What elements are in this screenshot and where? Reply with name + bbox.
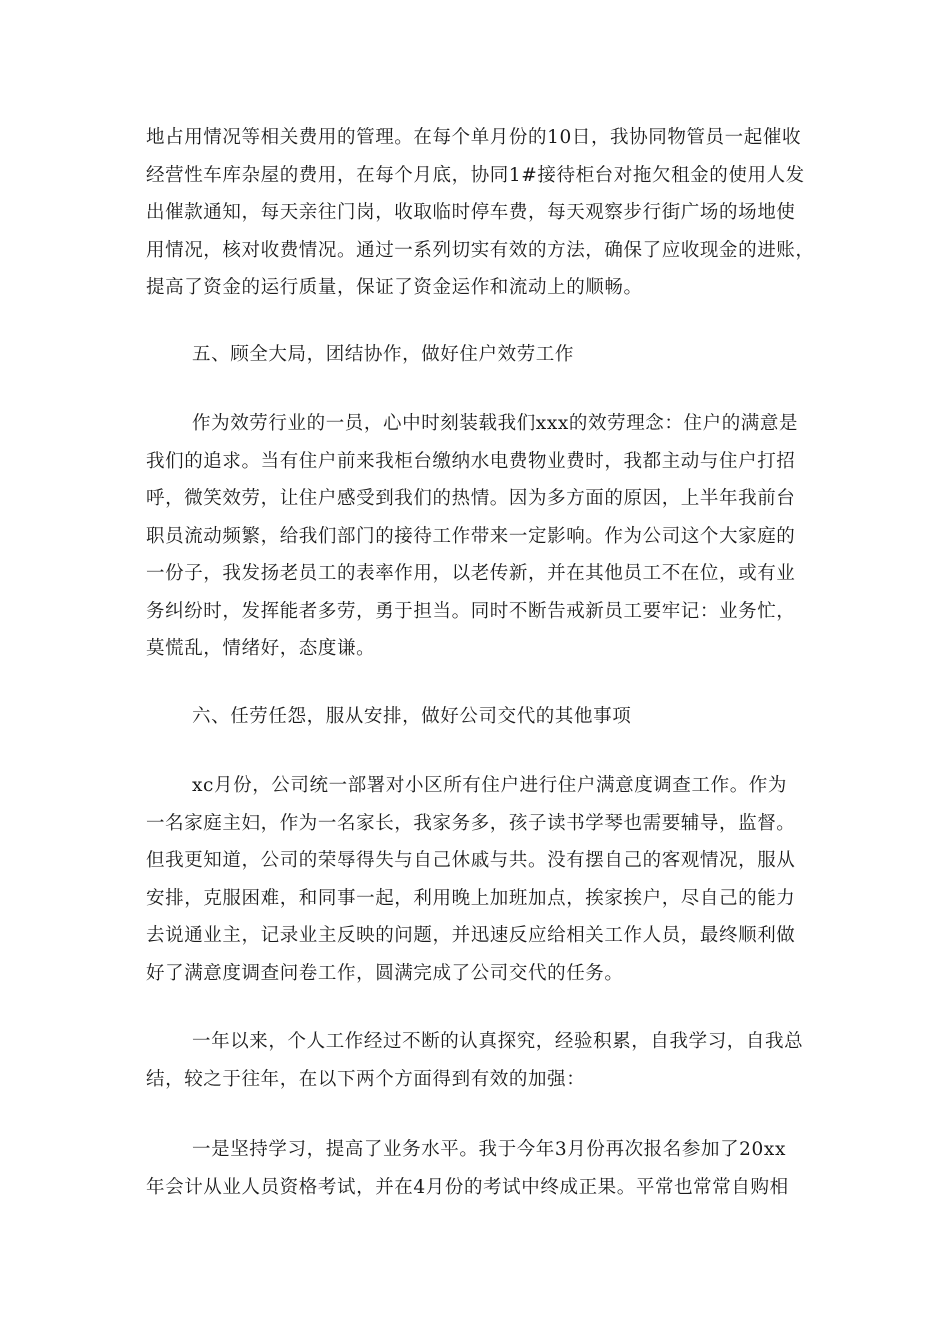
text-line: 一名家庭主妇，作为一名家长，我家务多，孩子读书学琴也需要辅导，监督。 bbox=[146, 812, 796, 834]
text-line: 作为效劳行业的一员，心中时刻装载我们xxx的效劳理念：住户的满意是 bbox=[192, 413, 799, 434]
text-line: 结，较之于往年，在以下两个方面得到有效的加强： bbox=[146, 1068, 586, 1090]
section-heading-5 bbox=[146, 336, 808, 374]
paragraph-survey-work bbox=[146, 767, 808, 992]
paragraph-service-philosophy bbox=[146, 405, 808, 668]
paragraph-study-improvement bbox=[146, 1131, 808, 1206]
text-line: 我们的追求。当有住户前来我柜台缴纳水电费物业费时，我都主动与住户打招 bbox=[146, 450, 796, 472]
text-line: 但我更知道，公司的荣辱得失与自己休戚与共。没有摆自己的客观情况，服从 bbox=[146, 850, 796, 871]
text-line: 年会计从业人员资格考试，并在4月份的考试中终成正果。平常也常常自购相 bbox=[146, 1176, 789, 1198]
text-line: 好了满意度调查问卷工作，圆满完成了公司交代的任务。 bbox=[146, 962, 624, 984]
text-line: 务纠纷时，发挥能者多劳，勇于担当。同时不断告戒新员工要牢记：业务忙， bbox=[146, 600, 796, 622]
heading-text: 五、顾全大局，团结协作，做好住户效劳工作 bbox=[192, 344, 575, 365]
section-heading-6 bbox=[146, 698, 808, 736]
text-line: 出催款通知，每天亲往门岗，收取临时停车费，每天观察步行街广场的场地使 bbox=[146, 202, 796, 223]
text-line: 提高了资金的运行质量，保证了资金运作和流动上的顺畅。 bbox=[146, 277, 643, 298]
text-line: 一是坚持学习，提高了业务水平。我于今年3月份再次报名参加了20xx bbox=[192, 1139, 786, 1160]
text-line: 莫慌乱，情绪好，态度谦。 bbox=[146, 638, 376, 659]
text-line: 经营性车库杂屋的费用，在每个月底，协同1#接待柜台对拖欠租金的使用人发 bbox=[146, 164, 805, 186]
text-line: 呼，微笑效劳，让住户感受到我们的热情。因为多方面的原因，上半年我前台 bbox=[146, 488, 796, 509]
paragraph-fee-management bbox=[146, 119, 815, 307]
heading-text: 六、任劳任怨，服从安排，做好公司交代的其他事项 bbox=[192, 706, 632, 727]
text-line: 安排，克服困难，和同事一起，利用晚上加班加点，挨家挨户，尽自己的能力 bbox=[146, 887, 796, 909]
text-line: 去说通业主，记录业主反映的问题，并迅速反应给相关工作人员，最终顺利做 bbox=[146, 925, 796, 946]
text-line: 一年以来，个人工作经过不断的认真探究，经验积累，自我学习，自我总 bbox=[192, 1031, 804, 1052]
paragraph-annual-summary bbox=[146, 1023, 808, 1098]
text-line: xc月份，公司统一部署对小区所有住户进行住户满意度调查工作。作为 bbox=[192, 775, 787, 796]
text-line: 职员流动频繁，给我们部门的接待工作带来一定影响。作为公司这个大家庭的 bbox=[146, 525, 796, 547]
text-line: 用情况，核对收费情况。通过一系列切实有效的方法，确保了应收现金的进账， bbox=[146, 239, 815, 261]
text-line: 一份子，我发扬老员工的表率作用，以老传新，并在其他员工不在位，或有业 bbox=[146, 563, 796, 584]
text-line: 地占用情况等相关费用的管理。在每个单月份的10日，我协同物管员一起催收 bbox=[146, 127, 802, 148]
